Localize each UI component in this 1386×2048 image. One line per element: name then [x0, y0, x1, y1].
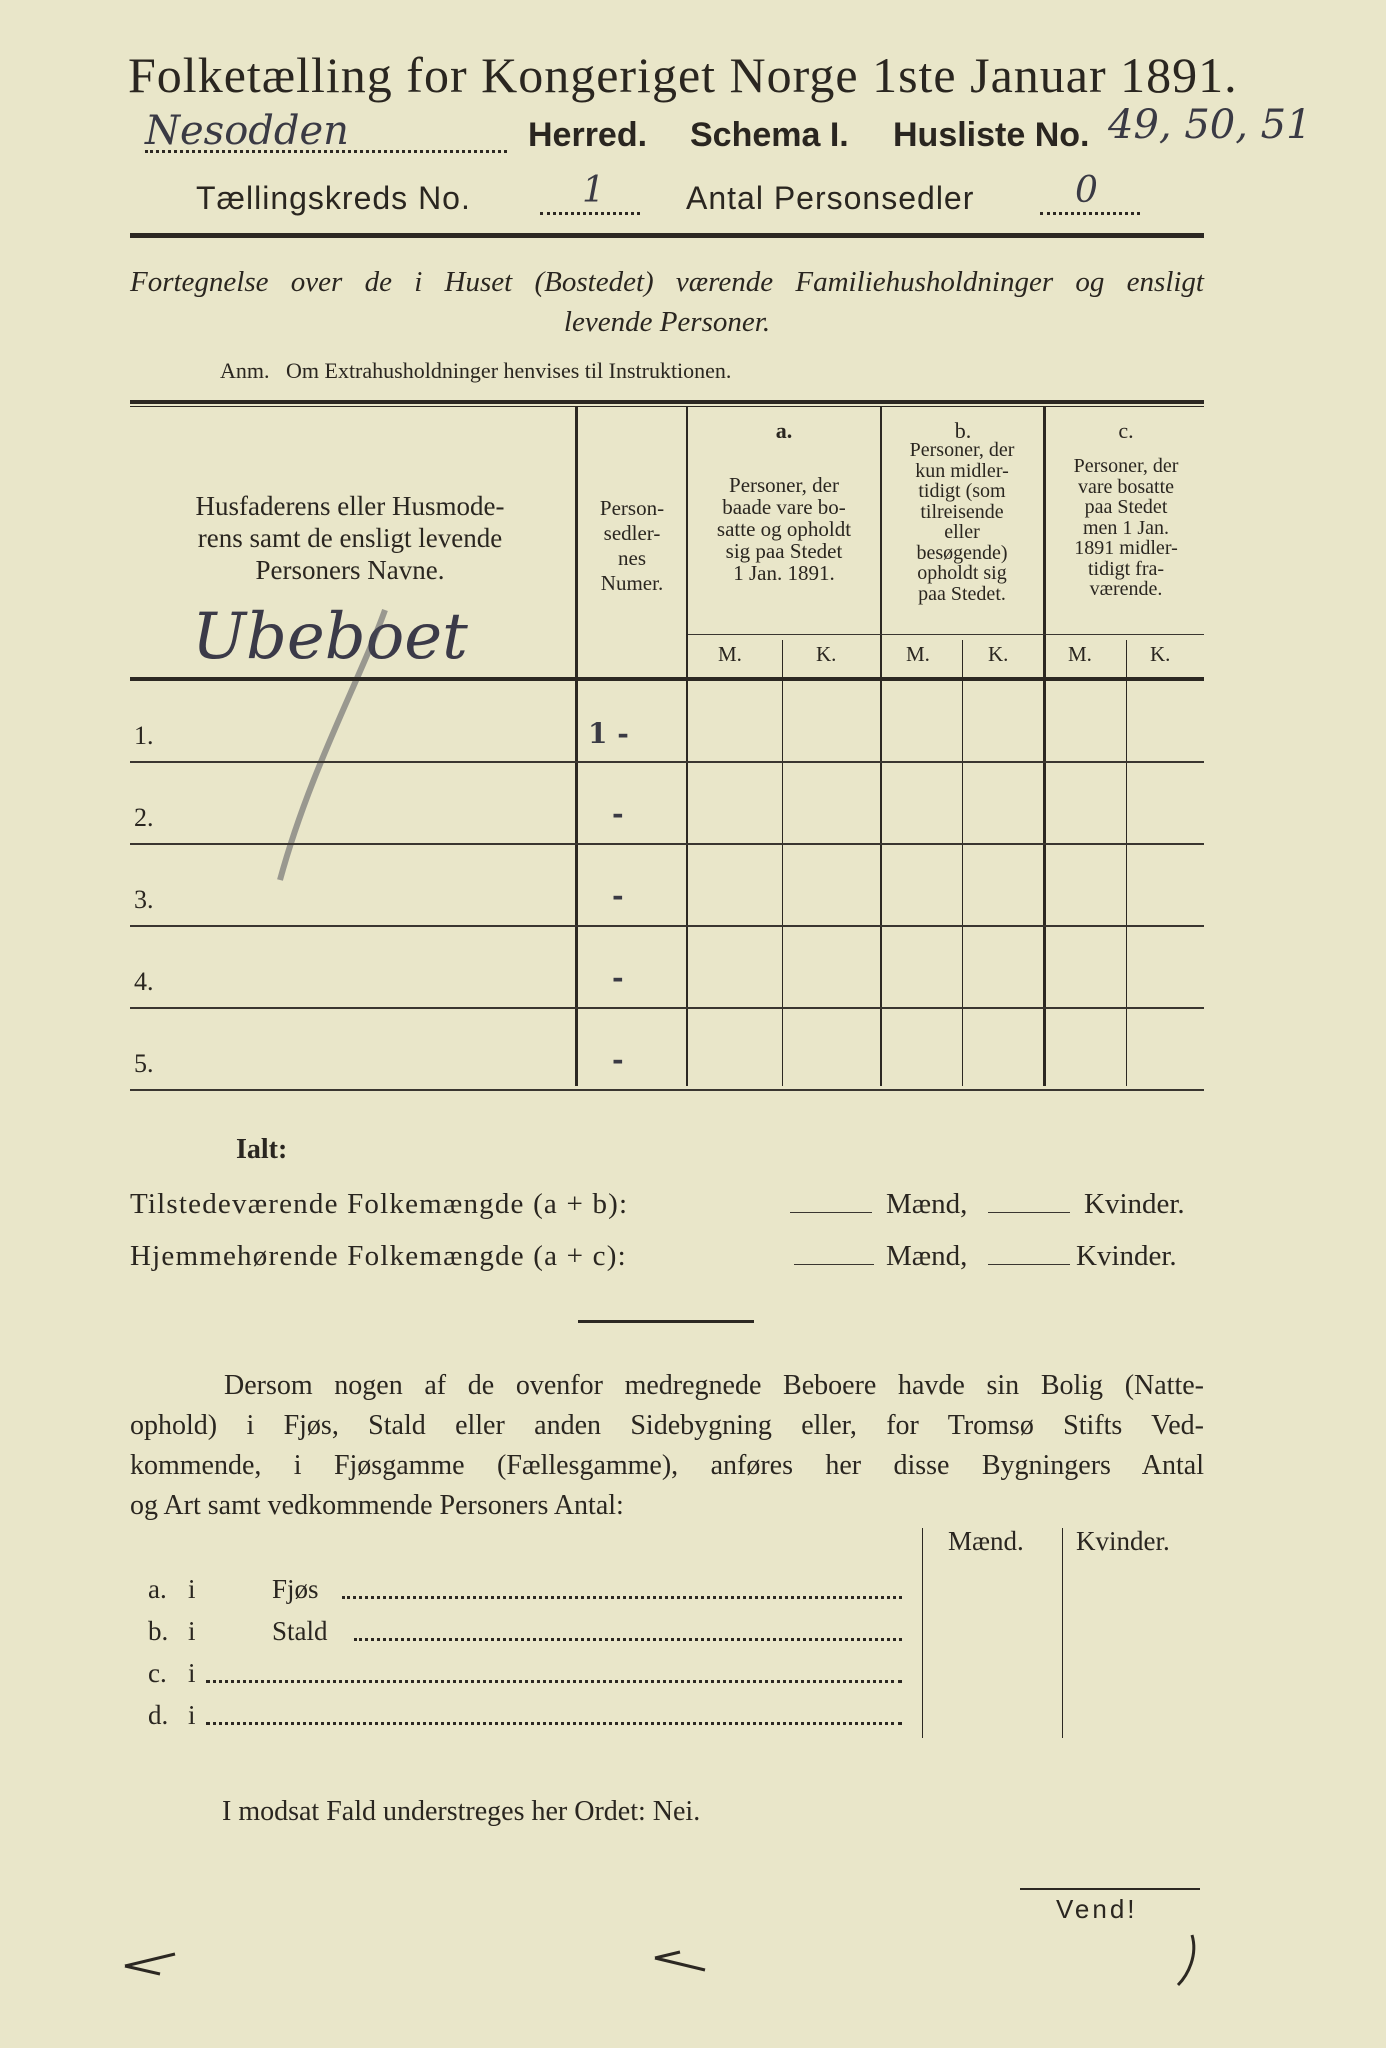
header-names: [135, 490, 565, 586]
table-row: [130, 845, 1204, 927]
outbuildings-col-divider-1: [922, 1528, 923, 1738]
item-prep: i: [188, 1700, 196, 1730]
item-prep: i: [188, 1574, 196, 1604]
header-c-line-3: paa Stedet: [1084, 496, 1168, 518]
header-numer-line-4: Numer.: [600, 571, 664, 595]
table-row: [130, 1009, 1204, 1091]
header-b: [882, 440, 1042, 604]
hjemme-maend: Mænd,: [886, 1240, 968, 1272]
herred-dotted-line: [145, 150, 507, 153]
header-a-line-2: baade vare bo-: [722, 495, 846, 519]
row-sedler: -: [612, 1043, 624, 1076]
a-m-label: M.: [718, 642, 742, 666]
header-rule: [130, 233, 1204, 238]
modsat-note: I modsat Fald understreges her Ordet: Nei.: [222, 1796, 701, 1827]
header-a-line-1: Personer, der: [729, 473, 839, 497]
header-numer-line-2: sedler-: [603, 521, 661, 545]
row-line: [130, 1089, 1204, 1091]
header-names-line-2: rens samt de ensligt levende: [197, 523, 503, 553]
item-letter: b.: [148, 1616, 169, 1646]
tilstede-maend-blank: [790, 1212, 872, 1213]
corner-mark-center: [650, 1948, 710, 1978]
hjemme-maend-blank: [794, 1264, 874, 1265]
item-letter: c.: [148, 1658, 167, 1688]
outbuilding-item: [148, 1574, 908, 1618]
a-k-label: K.: [816, 642, 837, 666]
intro-line-1: Fortegnelse over de i Huset (Bostedet) værende Familiehusholdninger og ensligt: [130, 266, 1204, 298]
header-b-letter: b.: [954, 418, 972, 443]
item-name: Stald: [272, 1616, 328, 1646]
header-c-line-5: 1891 midler-: [1074, 537, 1178, 559]
table-row: [130, 681, 1204, 763]
handwritten-name: Ubeboet: [192, 600, 468, 674]
outbuilding-item: [148, 1700, 908, 1744]
row-number: 2.: [134, 803, 154, 832]
herred-handwritten: Nesodden: [145, 108, 349, 154]
anm-note: Anm. Om Extrahusholdninger henvises til Instruktionen.: [220, 358, 732, 383]
header-names-line-1: Husfaderens eller Husmode-: [195, 491, 505, 521]
row-sedler: 1 -: [588, 717, 629, 750]
header-c-line-7: værende.: [1089, 578, 1163, 600]
kreds-handwritten: 1: [582, 170, 605, 211]
item-letter: d.: [148, 1700, 169, 1730]
header-b-line-2: kun midler-: [915, 459, 1009, 482]
tilstede-kvinder: Kvinder.: [1084, 1188, 1185, 1220]
tilstede-maend: Mænd,: [886, 1188, 968, 1220]
header-numer: [580, 496, 684, 596]
header-numer-line-1: Person-: [599, 496, 665, 520]
header-a-letter: a.: [775, 418, 793, 443]
header-b-line-4: tilreisende: [920, 500, 1004, 523]
b-k-label: K.: [988, 642, 1009, 666]
corner-mark-right: [1172, 1930, 1202, 1990]
row-sedler: -: [612, 879, 624, 912]
b-m-label: M.: [906, 642, 930, 666]
outbuildings-col-divider-2: [1062, 1528, 1063, 1738]
row-number: 5.: [134, 1049, 154, 1078]
item-dotted-line: [206, 1680, 902, 1683]
row-sedler: -: [612, 797, 624, 830]
header-c-line-4: men 1 Jan.: [1082, 516, 1170, 539]
tilstede-kvinder-blank: [988, 1212, 1070, 1213]
row-number: 1.: [134, 721, 154, 750]
husliste-label: Husliste No.: [893, 116, 1090, 154]
header-b-line-1: Personer, der: [909, 439, 1015, 461]
header-names-line-3: Personers Navne.: [255, 555, 445, 585]
c-m-label: M.: [1068, 642, 1092, 666]
antal-label: Antal Personsedler: [686, 180, 975, 216]
hjemme-kvinder-blank: [988, 1264, 1070, 1265]
header-b-line-3: tidigt (som: [918, 480, 1006, 502]
item-dotted-line: [342, 1596, 902, 1599]
ialt-label: Ialt:: [236, 1134, 288, 1165]
kreds-label: Tællingskreds No.: [196, 180, 471, 216]
row-number: 3.: [134, 885, 154, 914]
header-c-letter: c.: [1118, 418, 1134, 443]
item-dotted-line: [206, 1722, 902, 1725]
outbuildings-kvinder-header: Kvinder.: [1076, 1526, 1170, 1556]
outbuilding-item: [148, 1616, 908, 1660]
row-sedler: -: [612, 961, 624, 994]
item-dotted-line: [354, 1638, 902, 1641]
rows-container: [130, 681, 1204, 1091]
header-b-line-7: opholdt sig: [917, 562, 1007, 584]
item-name: Fjøs: [272, 1574, 319, 1604]
herred-label: Herred.: [528, 116, 648, 154]
header-b-line-8: paa Stedet.: [918, 582, 1006, 605]
header-b-line-6: besøgende): [916, 541, 1008, 564]
item-prep: i: [188, 1658, 196, 1688]
mk-rule: [688, 634, 1204, 635]
header-c-line-2: vare bosatte: [1077, 475, 1175, 498]
row-number: 4.: [134, 967, 154, 996]
table-row: [130, 763, 1204, 845]
header-numer-line-3: nes: [618, 546, 646, 570]
paragraph-line-2: ophold) i Fjøs, Stald eller anden Sidebygning eller, for Tromsø Stifts Ved-: [130, 1410, 1204, 1441]
item-prep: i: [188, 1616, 196, 1646]
paragraph-line-4: og Art samt vedkommende Personers Antal:: [130, 1490, 624, 1521]
table-row: [130, 927, 1204, 1009]
antal-handwritten: 0: [1075, 170, 1098, 211]
hjemme-kvinder: Kvinder.: [1076, 1240, 1177, 1272]
header-a: [690, 474, 878, 584]
husliste-handwritten: 49, 50, 51: [1108, 102, 1312, 148]
form-title: Folketælling for Kongeriget Norge 1ste Januar 1891.: [128, 47, 1238, 103]
header-c: [1046, 456, 1206, 600]
section-divider: [578, 1320, 754, 1323]
outbuildings-paragraph: [130, 1366, 1204, 1526]
vend-rule: [1020, 1888, 1200, 1890]
header-a-line-5: 1 Jan. 1891.: [733, 561, 835, 585]
outbuildings-maend-header: Mænd.: [948, 1526, 1024, 1556]
header-c-line-1: Personer, der: [1073, 455, 1179, 477]
vend-label: Vend!: [1056, 1894, 1138, 1924]
table-top-rule: [130, 400, 1204, 404]
intro-line-2: levende Personer.: [563, 306, 771, 338]
paragraph-line-1: Dersom nogen af de ovenfor medregnede Beboere havde sin Bolig (Natte-: [224, 1370, 1204, 1401]
corner-mark-left: [120, 1948, 180, 1978]
outbuilding-item: [148, 1658, 908, 1702]
header-c-line-6: tidigt fra-: [1087, 557, 1165, 580]
hjemme-label: Hjemmehørende Folkemængde (a + c):: [130, 1240, 627, 1272]
header-b-line-5: eller: [944, 521, 980, 543]
header-a-line-3: satte og opholdt: [716, 517, 852, 541]
kreds-dotted-line: [540, 212, 640, 215]
item-letter: a.: [148, 1574, 167, 1604]
antal-dotted-line: [1040, 212, 1140, 215]
tilstede-label: Tilstedeværende Folkemængde (a + b):: [130, 1188, 629, 1220]
header-a-line-4: sig paa Stedet: [725, 539, 843, 563]
schema-label: Schema I.: [690, 116, 849, 154]
paragraph-line-3: kommende, i Fjøsgamme (Fællesgamme), anføres her disse Bygningers Antal: [130, 1450, 1204, 1481]
c-k-label: K.: [1150, 642, 1171, 666]
